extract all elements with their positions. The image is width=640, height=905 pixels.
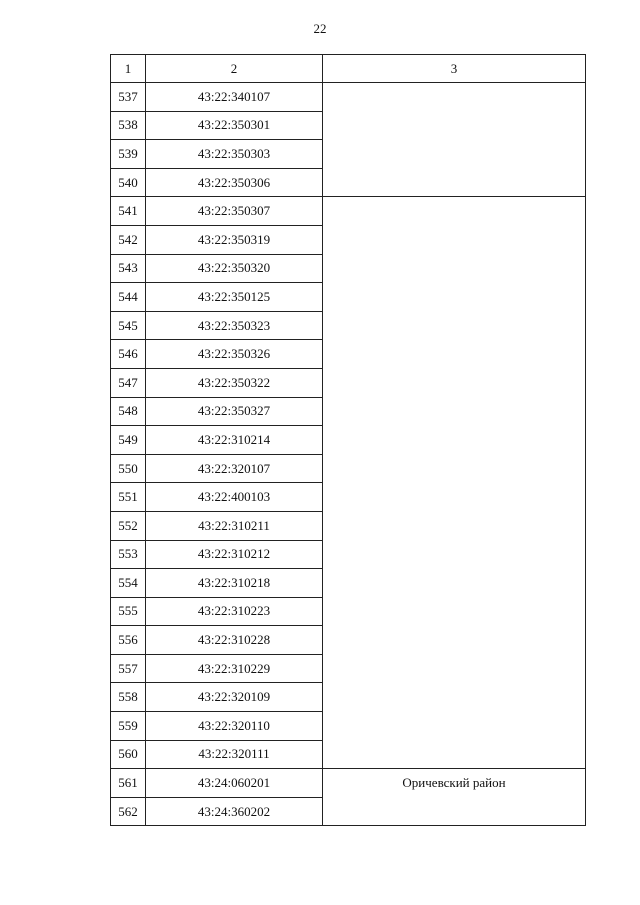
row-number-cell: 545 [111, 311, 146, 340]
row-number-cell: 549 [111, 426, 146, 455]
cadastral-code-cell: 43:22:320110 [146, 712, 323, 741]
cadastral-code-cell: 43:22:350322 [146, 368, 323, 397]
cadastral-code-cell: 43:22:320107 [146, 454, 323, 483]
row-number-cell: 538 [111, 111, 146, 140]
row-number-cell: 553 [111, 540, 146, 569]
row-number-cell: 556 [111, 626, 146, 655]
cadastral-code-cell: 43:22:350323 [146, 311, 323, 340]
header-cell-2: 2 [146, 55, 323, 83]
cadastral-table [110, 54, 586, 826]
header-cell-3: 3 [323, 55, 586, 83]
row-number-cell: 551 [111, 483, 146, 512]
table-row [111, 769, 586, 798]
cadastral-code-cell: 43:22:350306 [146, 168, 323, 197]
region-cell: Оричевский район [323, 769, 586, 826]
cadastral-code-cell: 43:22:350320 [146, 254, 323, 283]
cadastral-code-cell: 43:22:320109 [146, 683, 323, 712]
row-number-cell: 555 [111, 597, 146, 626]
cadastral-code-cell: 43:24:060201 [146, 769, 323, 798]
row-number-cell: 543 [111, 254, 146, 283]
merged-empty-cell [323, 83, 586, 197]
cadastral-code-cell: 43:22:310214 [146, 426, 323, 455]
merged-empty-cell [323, 197, 586, 769]
row-number-cell: 558 [111, 683, 146, 712]
row-number-cell: 554 [111, 569, 146, 598]
cadastral-code-cell: 43:22:350319 [146, 225, 323, 254]
row-number-cell: 548 [111, 397, 146, 426]
cadastral-code-cell: 43:22:400103 [146, 483, 323, 512]
cadastral-code-cell: 43:22:310228 [146, 626, 323, 655]
cadastral-code-cell: 43:22:350307 [146, 197, 323, 226]
row-number-cell: 547 [111, 368, 146, 397]
table-row [111, 197, 586, 226]
cadastral-code-cell: 43:22:340107 [146, 83, 323, 112]
row-number-cell: 562 [111, 797, 146, 826]
cadastral-code-cell: 43:22:310218 [146, 569, 323, 598]
row-number-cell: 550 [111, 454, 146, 483]
table-row [111, 83, 586, 112]
cadastral-code-cell: 43:22:310229 [146, 654, 323, 683]
cadastral-code-cell: 43:22:350303 [146, 140, 323, 169]
cadastral-code-cell: 43:22:350327 [146, 397, 323, 426]
row-number-cell: 544 [111, 283, 146, 312]
cadastral-code-cell: 43:22:310223 [146, 597, 323, 626]
row-number-cell: 541 [111, 197, 146, 226]
table-body [111, 55, 586, 826]
cadastral-table-wrapper [110, 54, 586, 826]
cadastral-code-cell: 43:22:350326 [146, 340, 323, 369]
header-cell-1: 1 [111, 55, 146, 83]
row-number-cell: 546 [111, 340, 146, 369]
cadastral-code-cell: 43:22:350301 [146, 111, 323, 140]
cadastral-code-cell: 43:22:350125 [146, 283, 323, 312]
row-number-cell: 559 [111, 712, 146, 741]
row-number-cell: 539 [111, 140, 146, 169]
row-number-cell: 540 [111, 168, 146, 197]
row-number-cell: 542 [111, 225, 146, 254]
row-number-cell: 560 [111, 740, 146, 769]
row-number-cell: 537 [111, 83, 146, 112]
cadastral-code-cell: 43:22:310211 [146, 511, 323, 540]
cadastral-code-cell: 43:22:320111 [146, 740, 323, 769]
cadastral-code-cell: 43:22:310212 [146, 540, 323, 569]
table-header-row [111, 55, 586, 83]
cadastral-code-cell: 43:24:360202 [146, 797, 323, 826]
row-number-cell: 557 [111, 654, 146, 683]
page-number: 22 [313, 21, 327, 36]
row-number-cell: 561 [111, 769, 146, 798]
row-number-cell: 552 [111, 511, 146, 540]
